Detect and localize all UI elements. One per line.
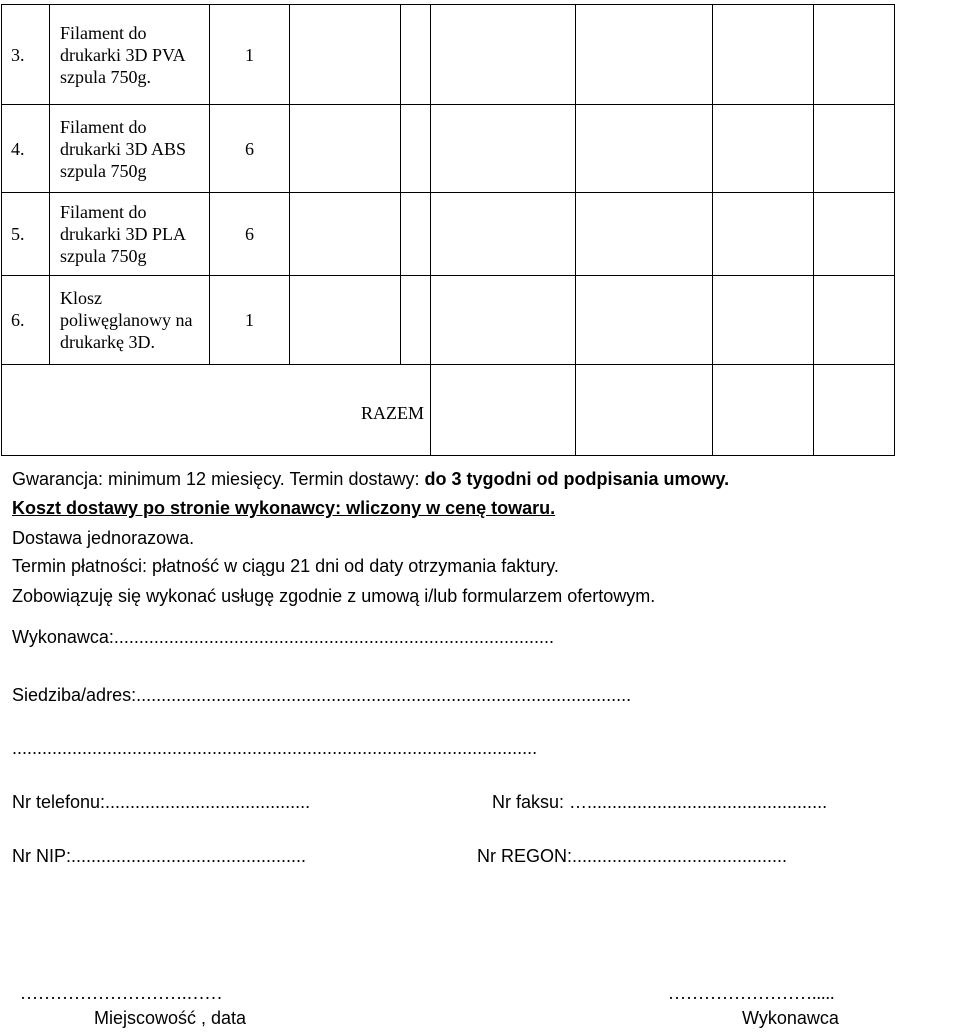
contractor-field: Wykonawca:........................................................................................ <box>12 627 554 647</box>
empty-cell <box>290 5 401 105</box>
regon-field: Nr REGON:........................................... <box>477 846 788 866</box>
row-number: 3. <box>2 5 50 105</box>
row-number: 6. <box>2 276 50 365</box>
delivery-type-text: Dostawa jednorazowa. <box>12 528 195 548</box>
empty-cell <box>814 105 895 193</box>
contractor-signature-label: Wykonawca <box>742 1008 839 1028</box>
empty-cell <box>401 276 431 365</box>
item-name: Klosz poliwęglanowy na drukarkę 3D. <box>50 276 210 365</box>
empty-cell <box>713 5 814 105</box>
empty-cell <box>814 365 895 456</box>
row-number: 4. <box>2 105 50 193</box>
table-row <box>2 105 895 193</box>
empty-cell <box>713 276 814 365</box>
empty-cell <box>814 276 895 365</box>
row-number: 5. <box>2 193 50 276</box>
terms-line-1 <box>12 469 729 490</box>
empty-cell <box>431 5 576 105</box>
empty-cell <box>290 276 401 365</box>
empty-cell <box>814 5 895 105</box>
empty-cell <box>401 193 431 276</box>
empty-cell <box>431 193 576 276</box>
empty-cell <box>576 193 713 276</box>
empty-cell <box>401 5 431 105</box>
items-table <box>1 4 895 456</box>
empty-cell <box>290 193 401 276</box>
total-value-cell <box>431 365 576 456</box>
item-quantity: 1 <box>210 276 290 365</box>
delivery-cost-text: Koszt dostawy po stronie wykonawcy: wliczony w cenę towaru. <box>12 498 556 518</box>
item-quantity: 1 <box>210 5 290 105</box>
empty-cell <box>713 193 814 276</box>
commitment-text: Zobowiązuję się wykonać usługę zgodnie z umową i/lub formularzem ofertowym. <box>12 586 656 606</box>
phone-field: Nr telefonu:......................................... <box>12 792 311 812</box>
table-row <box>2 276 895 365</box>
item-quantity: 6 <box>210 193 290 276</box>
empty-cell <box>576 105 713 193</box>
payment-term-text: Termin płatności: płatność w ciągu 21 dni od daty otrzymania faktury. <box>12 556 559 576</box>
item-name: Filament do drukarki 3D PVA szpula 750g. <box>50 5 210 105</box>
nip-field: Nr NIP:............................................... <box>12 846 307 866</box>
table-row <box>2 5 895 105</box>
fax-field: Nr faksu: …................................................ <box>492 792 828 812</box>
place-date-signature-line: ……………………….…… <box>20 983 223 1003</box>
empty-cell <box>576 5 713 105</box>
address-field-continuation: ......................................................................................................... <box>12 738 538 758</box>
empty-cell <box>576 276 713 365</box>
empty-cell <box>290 105 401 193</box>
item-quantity: 6 <box>210 105 290 193</box>
warranty-text: Gwarancja: minimum 12 miesięcy. <box>12 469 285 489</box>
table-row <box>2 193 895 276</box>
empty-cell <box>431 105 576 193</box>
total-label: RAZEM <box>2 365 431 456</box>
item-name: Filament do drukarki 3D PLA szpula 750g <box>50 193 210 276</box>
delivery-term-label: Termin dostawy: <box>289 469 420 489</box>
address-field: Siedziba/adres:................................................................................................... <box>12 685 632 705</box>
contractor-signature-line: ……………………..... <box>668 983 835 1003</box>
empty-cell <box>814 193 895 276</box>
total-row <box>2 365 895 456</box>
place-date-label: Miejscowość , data <box>94 1008 247 1028</box>
empty-cell <box>401 105 431 193</box>
item-name: Filament do drukarki 3D ABS szpula 750g <box>50 105 210 193</box>
empty-cell <box>713 105 814 193</box>
empty-cell <box>713 365 814 456</box>
empty-cell <box>576 365 713 456</box>
delivery-term-value: do 3 tygodni od podpisania umowy. <box>424 469 730 489</box>
empty-cell <box>431 276 576 365</box>
